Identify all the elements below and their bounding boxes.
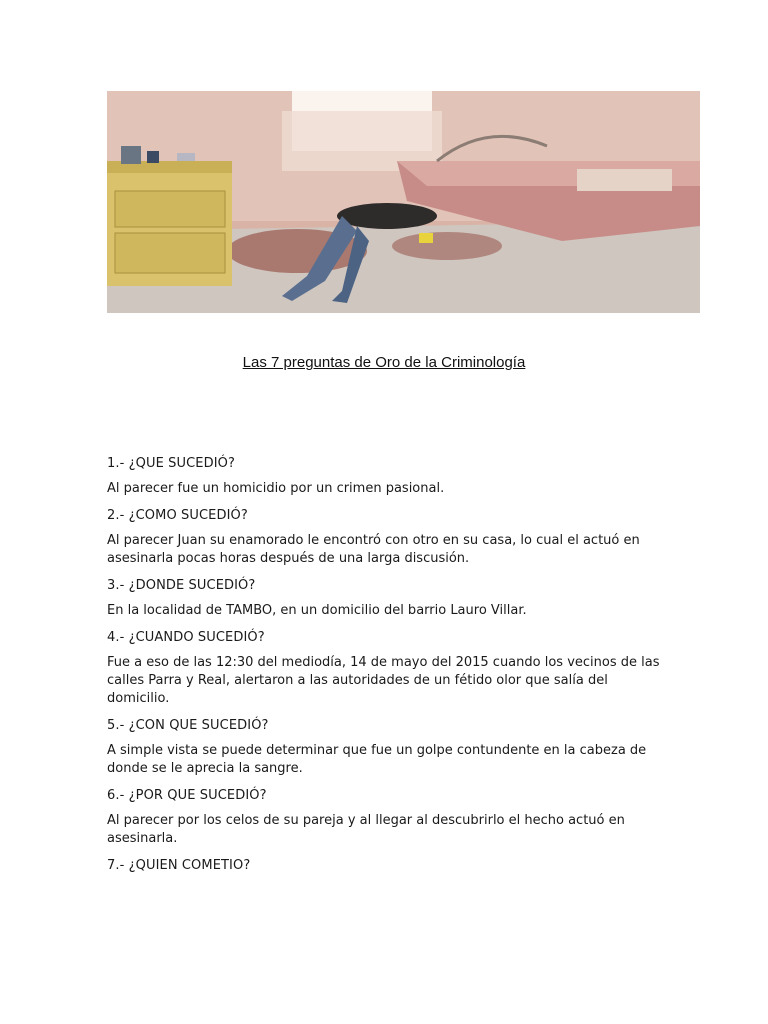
question-item — [107, 578, 667, 620]
question-item — [107, 630, 667, 708]
question-heading: 7.- ¿QUIEN COMETIO? — [107, 858, 251, 873]
question-item — [107, 858, 667, 873]
question-heading: 4.- ¿CUANDO SUCEDIÓ? — [107, 630, 265, 645]
question-list — [107, 456, 667, 873]
question-item — [107, 788, 667, 848]
question-answer: Al parecer Juan su enamorado le encontró con otro en su casa, lo cual el actuó en asesinarla pocas horas después de una larga discusión. — [107, 533, 640, 566]
question-heading: 1.- ¿QUE SUCEDIÓ? — [107, 456, 235, 471]
question-item — [107, 718, 667, 778]
question-item — [107, 456, 667, 498]
question-item — [107, 508, 667, 568]
question-heading: 2.- ¿COMO SUCEDIÓ? — [107, 508, 248, 523]
question-answer: Al parecer por los celos de su pareja y al llegar al descubrirlo el hecho actuó en asesinarla. — [107, 813, 625, 846]
question-answer: Fue a eso de las 12:30 del mediodía, 14 de mayo del 2015 cuando los vecinos de las calles Parra y Real, alertaron a las autoridades de un fétido olor que salía del domicilio. — [107, 655, 660, 706]
question-heading: 5.- ¿CON QUE SUCEDIÓ? — [107, 718, 269, 733]
question-answer: En la localidad de TAMBO, en un domicilio del barrio Lauro Villar. — [107, 603, 527, 618]
question-heading: 6.- ¿POR QUE SUCEDIÓ? — [107, 788, 267, 803]
document-title: Las 7 preguntas de Oro de la Criminología — [242, 354, 526, 371]
question-answer: Al parecer fue un homicidio por un crimen pasional. — [107, 481, 445, 496]
crime-scene-photo — [107, 91, 700, 313]
question-answer: A simple vista se puede determinar que fue un golpe contundente en la cabeza de donde se le aprecia la sangre. — [107, 743, 647, 776]
question-heading: 3.- ¿DONDE SUCEDIÓ? — [107, 578, 256, 593]
